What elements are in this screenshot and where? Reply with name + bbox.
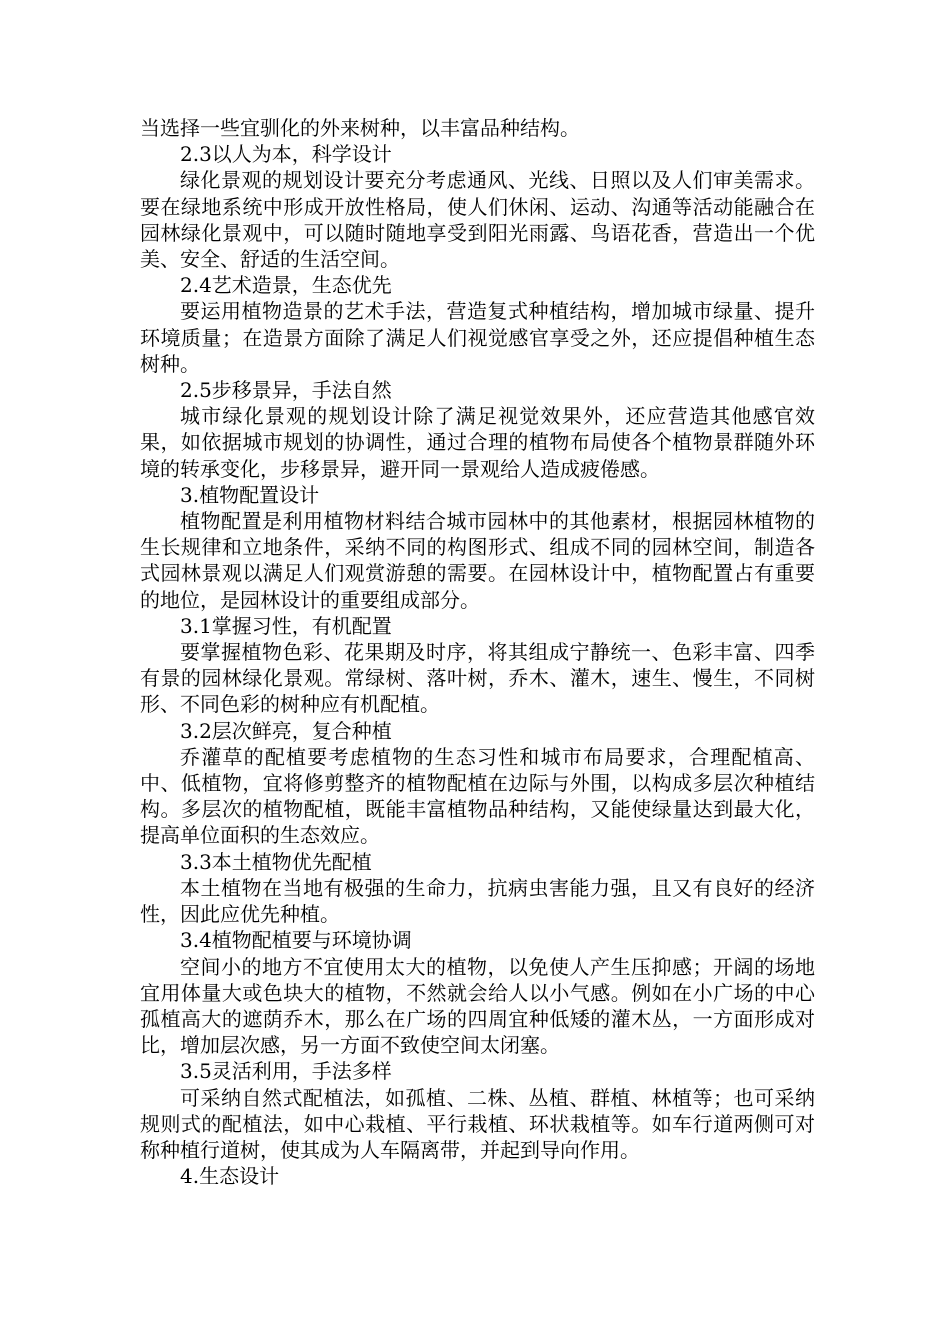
body-paragraph: 乔灌草的配植要考虑植物的生态习性和城市布局要求，合理配植高、中、低植物，宜将修剪整齐的植物配植在边际与外围，以构成多层次种植结构。多层次的植物配植，既能丰富植物品种结构，又能使绿量达到最大化，提高单位面积的生态效应。 (140, 744, 815, 848)
body-paragraph: 空间小的地方不宜使用太大的植物，以免使人产生压抑感；开阔的场地宜用体量大或色块大的植物，不然就会给人以小气感。例如在小广场的中心孤植高大的遮荫乔木，那么在广场的四周宜种低矮的灌木丛，一方面形成对比，增加层次感，另一方面不致使空间太闭塞。 (140, 954, 815, 1058)
section-heading: 4.生态设计 (180, 1164, 280, 1189)
body-paragraph: 绿化景观的规划设计要充分考虑通风、光线、日照以及人们审美需求。要在绿地系统中形成开放性格局，使人们休闲、运动、沟通等活动能融合在园林绿化景观中，可以随时随地享受到阳光雨露、鸟语花香，营造出一个优美、安全、舒适的生活空间。 (140, 168, 815, 272)
section-heading: 2.4艺术造景，生态优先 (180, 273, 392, 298)
body-paragraph: 植物配置是利用植物材料结合城市园林中的其他素材，根据园林植物的生长规律和立地条件，采纳不同的构图形式、组成不同的园林空间，制造各式园林景观以满足人们观赏游憩的需要。在园林设计中，植物配置占有重要的地位，是园林设计的重要组成部分。 (140, 509, 815, 612)
body-paragraph: 本土植物在当地有极强的生命力，抗病虫害能力强，且又有良好的经济性，因此应优先种植。 (140, 875, 815, 927)
body-paragraph: 要掌握植物色彩、花果期及时序，将其组成宁静统一、色彩丰富、四季有景的园林绿化景观。常绿树、落叶树，乔木、灌木，速生、慢生，不同树形、不同色彩的树种应有机配植。 (140, 640, 815, 717)
section-heading: 3.5灵活利用，手法多样 (180, 1059, 392, 1084)
body-paragraph: 要运用植物造景的艺术手法，营造复式种植结构，增加城市绿量、提升环境质量；在造景方面除了满足人们视觉感官享受之外，还应提倡种植生态树种。 (140, 299, 815, 376)
section-heading: 3.植物配置设计 (180, 482, 320, 507)
section-heading: 3.2层次鲜亮，复合种植 (180, 718, 392, 743)
section-heading: 2.3以人为本，科学设计 (180, 142, 392, 167)
document-body (140, 115, 815, 1189)
body-paragraph: 可采纳自然式配植法，如孤植、二株、丛植、群植、林植等；也可采纳规则式的配植法，如中心栽植、平行栽植、环状栽植等。如车行道两侧可对称种植行道树，使其成为人车隔离带，并起到导向作用。 (140, 1085, 815, 1162)
body-paragraph: 当选择一些宜驯化的外来树种，以丰富品种结构。 (140, 116, 580, 140)
section-heading: 3.1掌握习性，有机配置 (180, 613, 392, 638)
section-heading: 3.3本土植物优先配植 (180, 849, 372, 874)
section-heading: 3.4植物配植要与环境协调 (180, 928, 412, 953)
body-paragraph: 城市绿化景观的规划设计除了满足视觉效果外，还应营造其他感官效果，如依据城市规划的协调性，通过合理的植物布局使各个植物景群随外环境的转承变化，步移景异，避开同一景观给人造成疲倦感。 (140, 404, 815, 481)
section-heading: 2.5步移景异，手法自然 (180, 378, 392, 403)
